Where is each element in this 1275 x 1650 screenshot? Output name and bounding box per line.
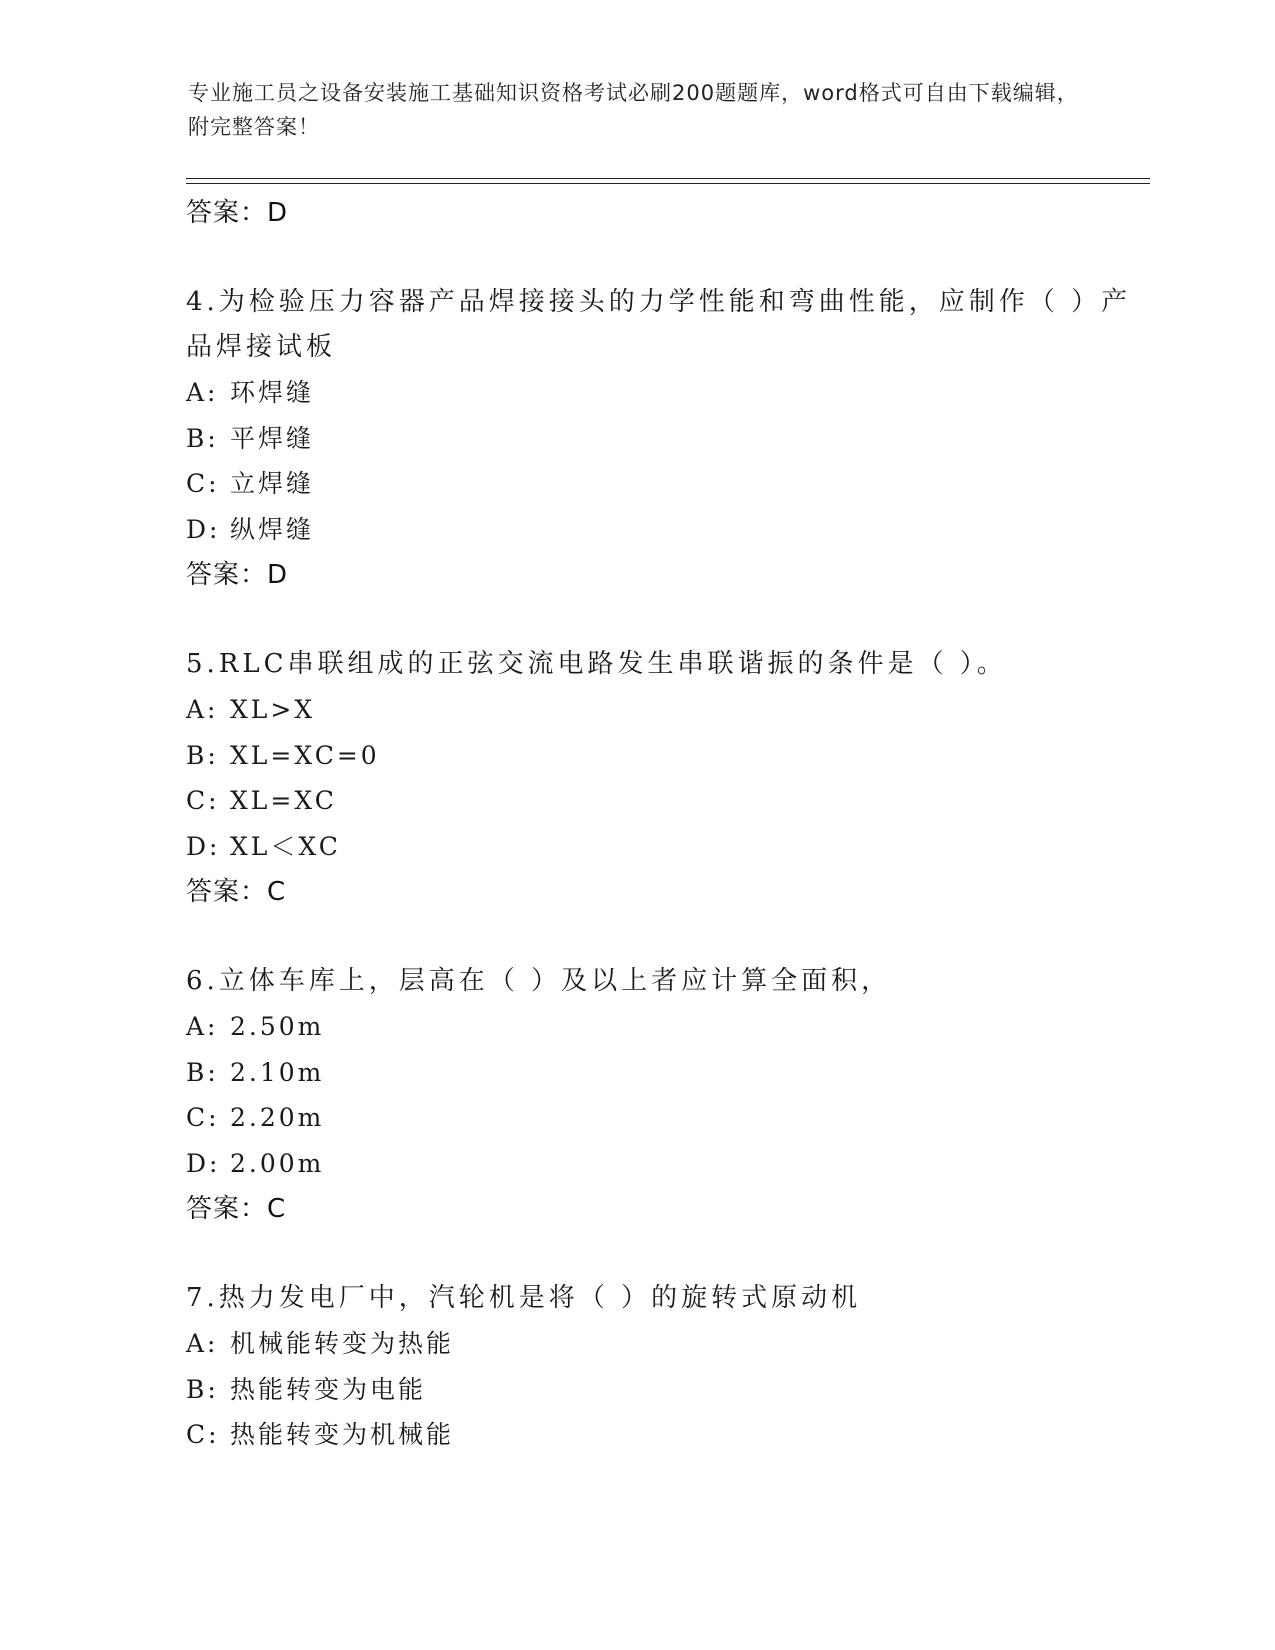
question-stem: 7.热力发电厂中，汽轮机是将（ ）的旋转式原动机: [186, 1283, 862, 1313]
question-block: [186, 280, 1146, 598]
question-stem: 6.立体车库上，层高在（ ）及以上者应计算全面积，: [186, 966, 892, 996]
option-text: 热能转变为机械能: [230, 1420, 455, 1449]
option-a: [186, 687, 1146, 733]
option-key: D:: [186, 514, 221, 544]
option-b: [186, 1367, 1146, 1413]
option-text: 2.00m: [230, 1148, 325, 1178]
header-divider-bottom: [186, 183, 1150, 184]
option-key: D:: [186, 831, 221, 861]
answer-line: 答案：D: [186, 198, 289, 228]
option-key: B:: [186, 1374, 219, 1404]
option-d: [186, 824, 1146, 870]
question-stem: 4.为检验压力容器产品焊接接头的力学性能和弯曲性能，应制作（ ）产品焊接试板: [186, 287, 1132, 362]
option-text: XL＜XC: [230, 831, 341, 861]
option-key: C:: [186, 469, 220, 498]
question-block: [186, 642, 1146, 915]
option-key: A:: [186, 378, 219, 407]
option-text: 热能转变为电能: [230, 1374, 427, 1404]
option-c: [186, 1095, 1146, 1141]
option-text: 机械能转变为热能: [230, 1329, 455, 1358]
option-text: 2.20m: [230, 1103, 325, 1132]
option-text: 纵焊缝: [230, 514, 315, 544]
option-text: 平焊缝: [230, 423, 315, 453]
question-list: [186, 190, 1146, 1458]
option-text: 2.50m: [230, 1012, 325, 1041]
option-text: 环焊缝: [230, 378, 315, 407]
option-key: B:: [186, 423, 219, 453]
option-text: 立焊缝: [230, 469, 315, 498]
question-block: [186, 959, 1146, 1232]
option-d: [186, 507, 1146, 553]
answer-line: 答案：C: [186, 1194, 287, 1224]
option-d: [186, 1141, 1146, 1187]
option-b: [186, 416, 1146, 462]
option-c: [186, 461, 1146, 507]
option-key: A:: [186, 1012, 219, 1041]
question-block: [186, 1276, 1146, 1458]
page-header-title: 专业施工员之设备安装施工基础知识资格考试必刷200题题库，word格式可自由下载编辑，附完整答案！: [188, 81, 1079, 139]
option-text: XL=XC=0: [230, 740, 380, 770]
option-a: [186, 1004, 1146, 1050]
header-divider-top: [186, 178, 1150, 179]
question-stem: 5.RLC串联组成的正弦交流电路发生串联谐振的条件是（ ）。: [186, 649, 1007, 679]
answer-line: 答案：C: [186, 877, 287, 907]
option-key: C:: [186, 1103, 220, 1132]
option-a: [186, 370, 1146, 416]
option-c: [186, 1412, 1146, 1458]
option-text: 2.10m: [230, 1057, 325, 1087]
option-b: [186, 1050, 1146, 1096]
option-key: D:: [186, 1148, 221, 1178]
option-a: [186, 1321, 1146, 1367]
option-key: B:: [186, 740, 219, 770]
option-key: B:: [186, 1057, 219, 1087]
option-text: XL=XC: [230, 786, 337, 815]
answer-line: 答案：D: [186, 560, 289, 590]
option-text: XL>X: [230, 695, 316, 724]
option-c: [186, 778, 1146, 824]
option-key: A:: [186, 1329, 219, 1358]
option-key: C:: [186, 1420, 220, 1449]
option-key: A:: [186, 695, 219, 724]
option-b: [186, 733, 1146, 779]
option-key: C:: [186, 786, 220, 815]
